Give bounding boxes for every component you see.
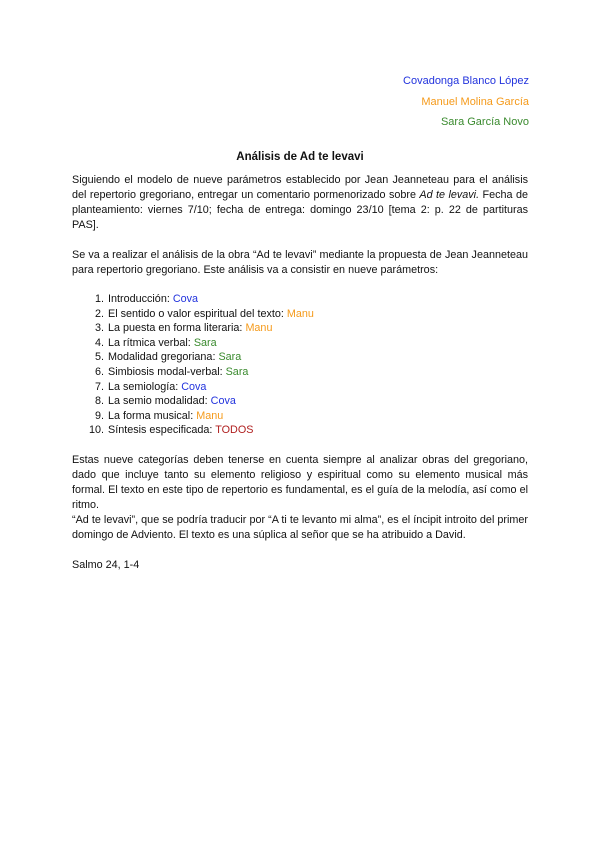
- parameter-assignee: Cova: [210, 395, 236, 408]
- parameter-number: 6.: [94, 365, 104, 378]
- parameter-number: 9.: [94, 409, 104, 422]
- document-title: Análisis de Ad te levavi: [236, 151, 364, 163]
- parameter-assignee: Sara: [225, 365, 249, 378]
- parameter-item: [94, 409, 528, 424]
- author-cova: Covadonga Blanco López: [403, 75, 529, 87]
- parameter-item: [94, 321, 528, 336]
- document-body: [72, 173, 528, 573]
- parameter-item: [94, 394, 528, 409]
- author-sara: Sara García Novo: [440, 116, 529, 128]
- parameter-number: 3.: [94, 322, 104, 335]
- analysis-intro-paragraph: Se va a realizar el análisis de la obra “Ad te levavi” mediante la propuesta de Jean Jeanneteau para repertorio gregoriano. Este análisis va a consistir en nueve parámetros:: [72, 249, 528, 276]
- parameter-number: 1.: [94, 293, 104, 305]
- parameter-number: 5.: [94, 351, 104, 364]
- parameter-label: La forma musical:: [108, 409, 197, 422]
- parameter-assignee: Manu: [196, 409, 224, 422]
- parameter-label: El sentido o valor espiritual del texto:: [108, 307, 287, 320]
- parameter-label: Síntesis especificada:: [108, 424, 216, 437]
- parameter-label: Simbiosis modal-verbal:: [108, 365, 226, 378]
- parameter-assignee: Sara: [193, 336, 217, 349]
- parameter-item: [94, 380, 528, 395]
- parameter-item: [94, 336, 528, 351]
- author-manu: Manuel Molina García: [421, 95, 529, 108]
- parameter-assignee: Cova: [172, 293, 199, 305]
- parameter-number: 4.: [94, 336, 104, 349]
- parameter-label: Modalidad gregoriana:: [108, 351, 219, 364]
- categories-paragraph: Estas nueve categorías deben tenerse en cuenta siempre al analizar obras del gregoriano, dado que incluye tanto su elemento religioso y espiritual como su elemento musical más formal. El texto en este tipo de repertorio es fundamental, es el guía de la melodía, así como el ritmo.: [72, 453, 528, 511]
- parameter-label: La semio modalidad:: [108, 395, 211, 408]
- intro-work-title: Ad te levavi.: [419, 189, 480, 201]
- parameter-item: [94, 307, 528, 322]
- parameter-item: [94, 365, 528, 380]
- intro-text-part1: Siguiendo el modelo de nueve parámetros establecido por Jean Jeanneteau para el análisis del repertorio gregoriano, entregar un comentario pormenorizado sobre: [72, 174, 528, 201]
- parameter-list: [72, 292, 528, 438]
- parameter-item: [94, 350, 528, 365]
- parameter-label: La semiología:: [108, 380, 182, 393]
- parameter-number: 10.: [88, 424, 104, 437]
- intro-paragraph: [72, 173, 528, 233]
- parameter-number: 8.: [94, 395, 104, 408]
- parameter-number: 7.: [94, 380, 104, 393]
- author-list: [403, 71, 529, 133]
- parameter-label: La rítmica verbal:: [108, 336, 194, 349]
- parameter-item: [88, 423, 528, 438]
- parameter-assignee: Manu: [286, 307, 314, 320]
- psalm-reference: Salmo 24, 1-4: [72, 558, 140, 571]
- parameter-assignee: Manu: [245, 322, 273, 335]
- intro-text-part2: Fecha de planteamiento: viernes 7/10; fecha de entrega: domingo 23/10 [tema 2: p. 22 de partituras PAS].: [72, 189, 528, 231]
- meaning-paragraph: “Ad te levavi”, que se podría traducir por “A ti te levanto mi alma”, es el íncipit introito del primer domingo de Adviento. El texto es una súplica al señor que se ha atribuido a David.: [72, 513, 528, 541]
- parameter-label: La puesta en forma literaria:: [108, 322, 246, 335]
- parameter-assignee: Sara: [218, 351, 242, 364]
- parameter-assignee: TODOS: [215, 424, 254, 437]
- parameter-number: 2.: [94, 307, 104, 320]
- parameter-assignee: Cova: [181, 380, 207, 393]
- parameter-label: Introducción:: [108, 293, 173, 305]
- parameter-item: [94, 292, 528, 307]
